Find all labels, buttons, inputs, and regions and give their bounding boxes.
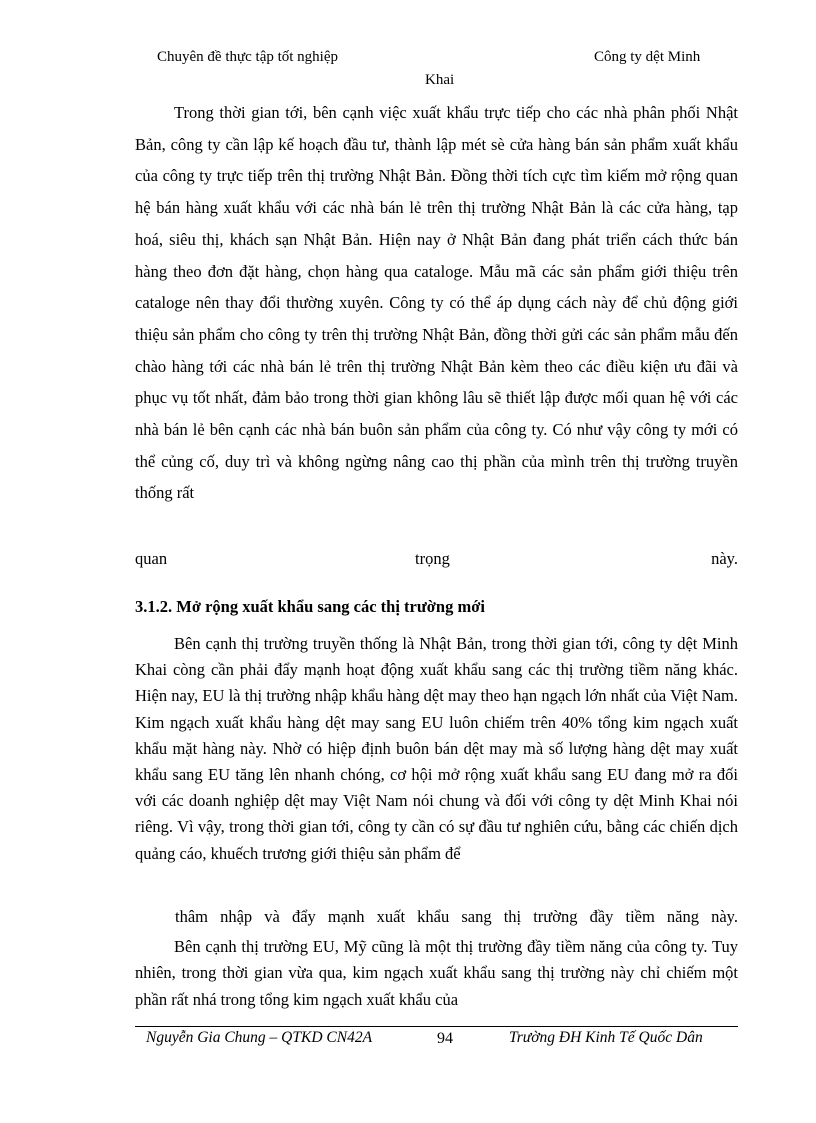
paragraph-1-last-line	[135, 549, 738, 573]
header-company-wrap: Khai	[425, 72, 455, 88]
paragraph-3: Bên cạnh thị trường EU, Mỹ cũng là một thị trường đầy tiềm năng của công ty. Tuy nhiên, trong thời gian vừa qua, kim ngạch xuất khẩu sang thị trường này chỉ chiếm một phần rất nhá trong tổng kim ngạch xuất khẩu của	[135, 937, 738, 1009]
paragraph-2: Bên cạnh thị trường truyền thống là Nhật Bản, trong thời gian tới, công ty dệt Minh Khai còng cần phải đẩy mạnh hoạt động xuất khẩu sang các thị trường tiềm năng khác. Hiện nay, EU là thị trường nhập khẩu hàng dệt may theo hạn ngạch lớn nhất của Việt Nam. Kim ngạch xuất khẩu hàng dệt may sang EU luôn chiếm trên 40% tổng kim ngạch xuất khẩu mặt hàng này. Nhờ có hiệp định buôn bán dệt may mà số lượng hàng dệt may xuất khẩu sang EU tăng lên nhanh chóng, cơ hội mở rộng xuất khẩu sang EU đang mở ra đối với các doanh nghiệp dệt may Việt Nam nói chung và đối với công ty dệt Minh Khai nói riêng. Vì vậy, trong thời gian tới, công ty cần có sự đầu tư nghiên cứu, bằng các chiến dịch quảng cáo, khuếch trương giới thiệu sản phẩm để	[135, 634, 738, 863]
last-word-3: này.	[711, 549, 738, 568]
last-word-2: trọng	[415, 549, 450, 568]
section-heading: 3.1.2. Mở rộng xuất khẩu sang các thị trường mới	[135, 597, 485, 616]
paragraph-1: Trong thời gian tới, bên cạnh việc xuất khẩu trực tiếp cho các nhà phân phối Nhật Bản, công ty cần lập kế hoạch đầu tư, thành lập mét sè cửa hàng bán sản phẩm xuất khẩu của công ty trực tiếp trên thị trường Nhật Bản. Đồng thời tích cực tìm kiếm mở rộng quan hệ bán hàng xuất khẩu với các nhà bán lẻ trên thị trường Nhật Bản là các cửa hàng, tạp hoá, siêu thị, khách sạn Nhật Bản. Hiện nay ở Nhật Bản đang phát triển cách thức bán hàng theo đơn đặt hàng, chọn hàng qua cataloge. Mẫu mã các sản phẩm giới thiệu trên cataloge nên thay đổi thường xuyên. Công ty có thể áp dụng cách này để chủ động giới thiệu sản phẩm cho công ty trên thị trường Nhật Bản, đồng thời gửi các sản phẩm mẫu đến chào hàng tới các nhà bán lẻ trên thị trường Nhật Bản kèm theo các điều kiện ưu đãi và phục vụ tốt nhất, đảm bảo trong thời gian không lâu sẽ thiết lập được mối quan hệ với các nhà bán lẻ bên cạnh các nhà bán buôn sản phẩm của công ty. Có như vậy công ty mới có thể củng cố, duy trì và không ngừng nâng cao thị phần của mình trên thị trường truyền thống rất	[135, 103, 738, 503]
footer-school: Trường ĐH Kinh Tế Quốc Dân	[509, 1029, 703, 1046]
footer-divider	[135, 1026, 738, 1027]
header-company: Công ty dệt Minh	[594, 49, 701, 65]
footer-author: Nguyễn Gia Chung – QTKD CN42A	[146, 1029, 373, 1046]
page-number: 94	[437, 1030, 453, 1047]
last-word-1: quan	[135, 549, 168, 568]
header-title: Chuyên đề thực tập tốt nghiệp	[157, 49, 339, 65]
paragraph-2-indented-line: thâm nhập và đẩy mạnh xuất khẩu sang thị trường đầy tiềm năng này.	[175, 907, 738, 926]
